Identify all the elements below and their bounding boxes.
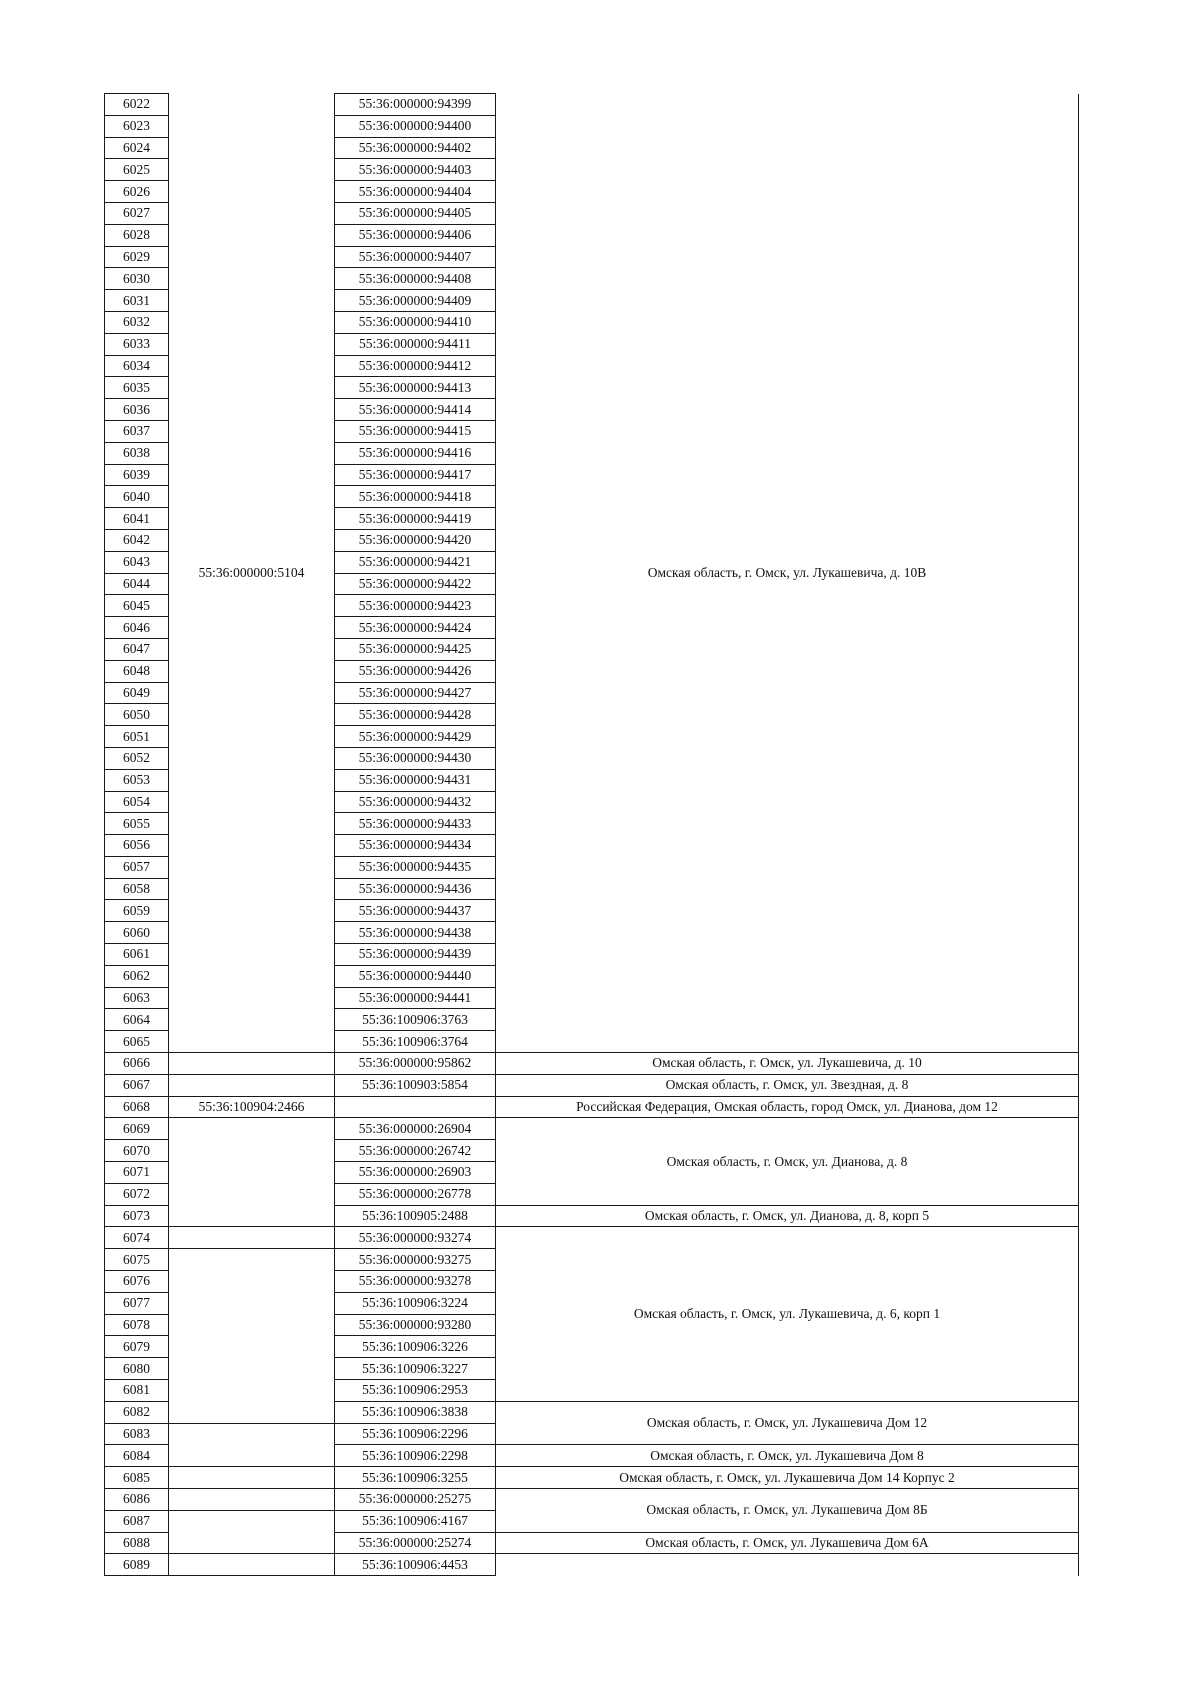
row-number-cell: 6074 (105, 1227, 169, 1249)
cadastral-number-cell: 55:36:000000:94435 (335, 856, 496, 878)
row-number-cell: 6062 (105, 965, 169, 987)
row-number-cell: 6070 (105, 1140, 169, 1162)
row-number-cell: 6060 (105, 922, 169, 944)
cadastral-number-cell: 55:36:100906:3227 (335, 1358, 496, 1380)
cadastral-number-cell: 55:36:000000:94405 (335, 202, 496, 224)
parent-cadastral-cell: 55:36:100904:2466 (169, 1096, 335, 1118)
cadastral-number-cell: 55:36:000000:94438 (335, 922, 496, 944)
parent-cadastral-cell (169, 1489, 335, 1511)
cadastral-number-cell: 55:36:100906:3838 (335, 1401, 496, 1423)
row-number-cell: 6073 (105, 1205, 169, 1227)
cadastral-number-cell: 55:36:000000:94408 (335, 268, 496, 290)
cadastral-number-cell: 55:36:000000:94441 (335, 987, 496, 1009)
address-cell: Омская область, г. Омск, ул. Лукашевича, д. 6, корп 1 (496, 1227, 1079, 1401)
row-number-cell: 6077 (105, 1292, 169, 1314)
cadastral-number-cell: 55:36:000000:26903 (335, 1162, 496, 1184)
cadastral-number-cell: 55:36:000000:94406 (335, 224, 496, 246)
row-number-cell: 6043 (105, 551, 169, 573)
table-row (105, 1053, 1079, 1075)
row-number-cell: 6034 (105, 355, 169, 377)
table-row (105, 1118, 1079, 1140)
address-cell: Омская область, г. Омск, ул. Звездная, д. 8 (496, 1074, 1079, 1096)
cadastral-number-cell: 55:36:100905:2488 (335, 1205, 496, 1227)
cadastral-number-cell: 55:36:000000:26904 (335, 1118, 496, 1140)
address-cell (496, 1554, 1079, 1576)
cadastral-number-cell: 55:36:000000:94425 (335, 638, 496, 660)
row-number-cell: 6027 (105, 202, 169, 224)
cadastral-number-cell: 55:36:000000:25275 (335, 1489, 496, 1511)
row-number-cell: 6064 (105, 1009, 169, 1031)
row-number-cell: 6041 (105, 508, 169, 530)
row-number-cell: 6049 (105, 682, 169, 704)
row-number-cell: 6052 (105, 747, 169, 769)
cadastral-number-cell: 55:36:000000:94409 (335, 290, 496, 312)
cadastral-number-cell: 55:36:000000:94429 (335, 726, 496, 748)
row-number-cell: 6033 (105, 333, 169, 355)
row-number-cell: 6050 (105, 704, 169, 726)
row-number-cell: 6084 (105, 1445, 169, 1467)
row-number-cell: 6063 (105, 987, 169, 1009)
row-number-cell: 6039 (105, 464, 169, 486)
parent-cadastral-cell (169, 1554, 335, 1576)
row-number-cell: 6079 (105, 1336, 169, 1358)
row-number-cell: 6059 (105, 900, 169, 922)
cadastral-number-cell: 55:36:000000:94415 (335, 420, 496, 442)
row-number-cell: 6056 (105, 835, 169, 857)
cadastral-number-cell: 55:36:000000:94417 (335, 464, 496, 486)
address-cell: Омская область, г. Омск, ул. Лукашевича, д. 10В (496, 94, 1079, 1053)
cadastral-number-cell: 55:36:000000:94422 (335, 573, 496, 595)
parent-cadastral-cell (169, 1074, 335, 1096)
cadastral-number-cell: 55:36:100906:3763 (335, 1009, 496, 1031)
cadastral-number-cell: 55:36:000000:94400 (335, 115, 496, 137)
address-cell: Омская область, г. Омск, ул. Дианова, д. 8, корп 5 (496, 1205, 1079, 1227)
row-number-cell: 6031 (105, 290, 169, 312)
row-number-cell: 6035 (105, 377, 169, 399)
cadastral-number-cell: 55:36:000000:94437 (335, 900, 496, 922)
row-number-cell: 6087 (105, 1510, 169, 1532)
parent-cadastral-cell (169, 1467, 335, 1489)
row-number-cell: 6048 (105, 660, 169, 682)
row-number-cell: 6085 (105, 1467, 169, 1489)
cadastral-number-cell: 55:36:000000:25274 (335, 1532, 496, 1554)
row-number-cell: 6045 (105, 595, 169, 617)
cadastral-number-cell: 55:36:000000:94431 (335, 769, 496, 791)
cadastral-number-cell: 55:36:000000:95862 (335, 1053, 496, 1075)
row-number-cell: 6053 (105, 769, 169, 791)
address-cell: Омская область, г. Омск, ул. Дианова, д. 8 (496, 1118, 1079, 1205)
address-cell: Омская область, г. Омск, ул. Лукашевича Дом 14 Корпус 2 (496, 1467, 1079, 1489)
row-number-cell: 6055 (105, 813, 169, 835)
address-cell: Омская область, г. Омск, ул. Лукашевича, д. 10 (496, 1053, 1079, 1075)
cadastral-number-cell: 55:36:100906:4453 (335, 1554, 496, 1576)
cadastral-number-cell: 55:36:000000:94440 (335, 965, 496, 987)
row-number-cell: 6051 (105, 726, 169, 748)
row-number-cell: 6032 (105, 311, 169, 333)
row-number-cell: 6058 (105, 878, 169, 900)
cadastral-number-cell: 55:36:100906:2953 (335, 1380, 496, 1402)
cadastral-number-cell: 55:36:000000:94420 (335, 529, 496, 551)
row-number-cell: 6069 (105, 1118, 169, 1140)
cadastral-number-cell: 55:36:100906:3255 (335, 1467, 496, 1489)
row-number-cell: 6037 (105, 420, 169, 442)
row-number-cell: 6024 (105, 137, 169, 159)
cadastral-number-cell: 55:36:000000:94432 (335, 791, 496, 813)
parent-cadastral-cell (169, 1053, 335, 1075)
address-cell: Омская область, г. Омск, ул. Лукашевича Дом 12 (496, 1401, 1079, 1445)
row-number-cell: 6082 (105, 1401, 169, 1423)
address-cell: Омская область, г. Омск, ул. Лукашевича Дом 8 (496, 1445, 1079, 1467)
row-number-cell: 6057 (105, 856, 169, 878)
cadastral-number-cell: 55:36:000000:94436 (335, 878, 496, 900)
cadastral-number-cell: 55:36:000000:94424 (335, 617, 496, 639)
cadastral-number-cell: 55:36:000000:94402 (335, 137, 496, 159)
cadastral-number-cell: 55:36:000000:94419 (335, 508, 496, 530)
row-number-cell: 6042 (105, 529, 169, 551)
row-number-cell: 6088 (105, 1532, 169, 1554)
parent-cadastral-cell (169, 1423, 335, 1467)
row-number-cell: 6072 (105, 1183, 169, 1205)
cadastral-number-cell: 55:36:000000:94418 (335, 486, 496, 508)
row-number-cell: 6046 (105, 617, 169, 639)
row-number-cell: 6026 (105, 181, 169, 203)
row-number-cell: 6081 (105, 1380, 169, 1402)
cadastral-number-cell (335, 1096, 496, 1118)
address-cell: Омская область, г. Омск, ул. Лукашевича Дом 8Б (496, 1489, 1079, 1533)
row-number-cell: 6068 (105, 1096, 169, 1118)
cadastral-number-cell: 55:36:000000:26778 (335, 1183, 496, 1205)
row-number-cell: 6047 (105, 638, 169, 660)
table-row (105, 1467, 1079, 1489)
row-number-cell: 6065 (105, 1031, 169, 1053)
table-row (105, 1227, 1079, 1249)
cadastral-number-cell: 55:36:100906:2298 (335, 1445, 496, 1467)
cadastral-number-cell: 55:36:000000:93275 (335, 1249, 496, 1271)
row-number-cell: 6076 (105, 1271, 169, 1293)
cadastral-number-cell: 55:36:000000:94430 (335, 747, 496, 769)
row-number-cell: 6036 (105, 399, 169, 421)
row-number-cell: 6023 (105, 115, 169, 137)
cadastral-number-cell: 55:36:000000:94407 (335, 246, 496, 268)
row-number-cell: 6066 (105, 1053, 169, 1075)
cadastral-table (104, 93, 1079, 1576)
cadastral-number-cell: 55:36:100903:5854 (335, 1074, 496, 1096)
address-cell: Омская область, г. Омск, ул. Лукашевича Дом 6А (496, 1532, 1079, 1554)
parent-cadastral-cell (169, 1249, 335, 1423)
cadastral-number-cell: 55:36:100906:3224 (335, 1292, 496, 1314)
cadastral-number-cell: 55:36:000000:94413 (335, 377, 496, 399)
cadastral-number-cell: 55:36:000000:94416 (335, 442, 496, 464)
row-number-cell: 6080 (105, 1358, 169, 1380)
cadastral-number-cell: 55:36:000000:94428 (335, 704, 496, 726)
row-number-cell: 6040 (105, 486, 169, 508)
row-number-cell: 6030 (105, 268, 169, 290)
cadastral-number-cell: 55:36:000000:94427 (335, 682, 496, 704)
address-cell: Российская Федерация, Омская область, город Омск, ул. Дианова, дом 12 (496, 1096, 1079, 1118)
cadastral-number-cell: 55:36:000000:93280 (335, 1314, 496, 1336)
cadastral-number-cell: 55:36:000000:94412 (335, 355, 496, 377)
parent-cadastral-cell (169, 1510, 335, 1554)
cadastral-number-cell: 55:36:000000:94404 (335, 181, 496, 203)
row-number-cell: 6029 (105, 246, 169, 268)
table-row (105, 1554, 1079, 1576)
cadastral-number-cell: 55:36:100906:3764 (335, 1031, 496, 1053)
row-number-cell: 6025 (105, 159, 169, 181)
cadastral-number-cell: 55:36:000000:26742 (335, 1140, 496, 1162)
cadastral-number-cell: 55:36:000000:94403 (335, 159, 496, 181)
row-number-cell: 6054 (105, 791, 169, 813)
table-row (105, 1074, 1079, 1096)
cadastral-number-cell: 55:36:000000:94411 (335, 333, 496, 355)
cadastral-number-cell: 55:36:000000:94434 (335, 835, 496, 857)
table-row (105, 1096, 1079, 1118)
cadastral-number-cell: 55:36:100906:3226 (335, 1336, 496, 1358)
row-number-cell: 6067 (105, 1074, 169, 1096)
cadastral-number-cell: 55:36:000000:94421 (335, 551, 496, 573)
row-number-cell: 6086 (105, 1489, 169, 1511)
cadastral-number-cell: 55:36:000000:94439 (335, 944, 496, 966)
cadastral-number-cell: 55:36:000000:94410 (335, 311, 496, 333)
row-number-cell: 6071 (105, 1162, 169, 1184)
row-number-cell: 6028 (105, 224, 169, 246)
cadastral-number-cell: 55:36:000000:94414 (335, 399, 496, 421)
row-number-cell: 6083 (105, 1423, 169, 1445)
row-number-cell: 6078 (105, 1314, 169, 1336)
cadastral-number-cell: 55:36:000000:94399 (335, 94, 496, 116)
cadastral-number-cell: 55:36:100906:2296 (335, 1423, 496, 1445)
cadastral-number-cell: 55:36:000000:93274 (335, 1227, 496, 1249)
cadastral-number-cell: 55:36:000000:94423 (335, 595, 496, 617)
row-number-cell: 6061 (105, 944, 169, 966)
cadastral-number-cell: 55:36:100906:4167 (335, 1510, 496, 1532)
row-number-cell: 6075 (105, 1249, 169, 1271)
row-number-cell: 6089 (105, 1554, 169, 1576)
parent-cadastral-cell (169, 1118, 335, 1227)
parent-cadastral-cell (169, 1227, 335, 1249)
cadastral-number-cell: 55:36:000000:93278 (335, 1271, 496, 1293)
row-number-cell: 6038 (105, 442, 169, 464)
cadastral-number-cell: 55:36:000000:94433 (335, 813, 496, 835)
table-row (105, 94, 1079, 116)
row-number-cell: 6044 (105, 573, 169, 595)
cadastral-number-cell: 55:36:000000:94426 (335, 660, 496, 682)
parent-cadastral-cell: 55:36:000000:5104 (169, 94, 335, 1053)
row-number-cell: 6022 (105, 94, 169, 116)
table-row (105, 1489, 1079, 1511)
